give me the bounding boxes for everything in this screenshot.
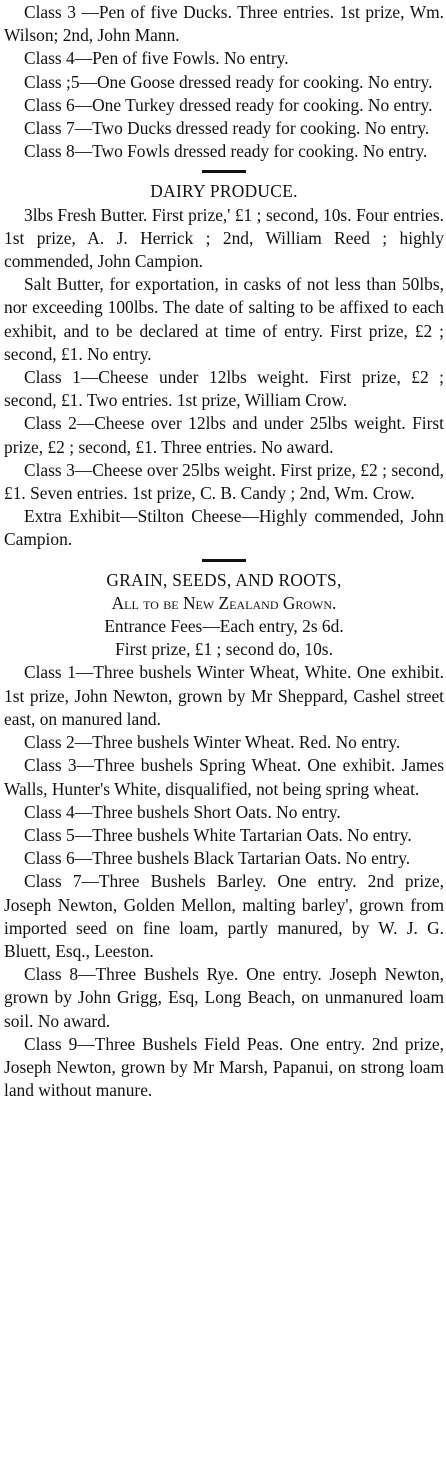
section-divider xyxy=(202,559,246,562)
poultry-section xyxy=(4,1,444,163)
grain-entry-class-4: Class 4—Three bushels Short Oats. No entry. xyxy=(24,801,341,822)
grain-subheading: All to be New Zealand Grown. xyxy=(111,592,337,613)
dairy-entry-class-1: Class 1—Cheese under 12lbs weight. First prize, £2 ; second, £1. Two entries. 1st prize, William Crow. xyxy=(4,367,444,411)
grain-entry-class-7: Class 7—Three Bushels Barley. One entry. 2nd prize, Joseph Newton, Golden Mellon, malting barley', grown from imported seed on fine loam, partly manured, by W. J. G. Bluett, Esq., Leeston. xyxy=(4,871,444,961)
dairy-entry-salt-butter: Salt Butter, for exportation, in casks of not less than 50lbs, nor exceeding 100lbs. The date of salting to be affixed to each exhibit, and to be declared at time of entry. First prize, £2 ; second, £1. No entry. xyxy=(4,274,444,364)
poultry-entry-class-3: Class 3 —Pen of five Ducks. Three entries. 1st prize, Wm. Wilson; 2nd, John Mann. xyxy=(4,2,444,46)
poultry-entry-class-6: Class 6—One Turkey dressed ready for cooking. No entry. xyxy=(24,94,433,115)
grain-entry-class-3: Class 3—Three bushels Spring Wheat. One exhibit. James Walls, Hunter's White, disqualified, not being spring wheat. xyxy=(4,755,444,799)
grain-entry-class-5: Class 5—Three bushels White Tartarian Oats. No entry. xyxy=(24,824,412,845)
poultry-entry-class-8: Class 8—Two Fowls dressed ready for cooking. No entry. xyxy=(24,141,428,162)
poultry-entry-class-7: Class 7—Two Ducks dressed ready for cooking. No entry. xyxy=(24,118,430,139)
grain-section xyxy=(4,569,444,1103)
dairy-entry-class-2: Class 2—Cheese over 12lbs and under 25lbs weight. First prize, £2 ; second, £1. Three entries. No award. xyxy=(4,413,444,457)
grain-entry-class-1: Class 1—Three bushels Winter Wheat, White. One exhibit. 1st prize, John Newton, grown by Mr Sheppard, Cashel street east, on manured land. xyxy=(4,662,444,729)
dairy-entry-extra-exhibit: Extra Exhibit—Stilton Cheese—Highly commended, John Campion. xyxy=(4,506,444,550)
grain-entry-class-2: Class 2—Three bushels Winter Wheat. Red. No entry. xyxy=(24,732,401,753)
grain-entrance-fees: Entrance Fees—Each entry, 2s 6d. xyxy=(104,616,344,637)
grain-entry-class-8: Class 8—Three Bushels Rye. One entry. Joseph Newton, grown by John Grigg, Esq, Long Beach, on unmanured loam soil. No award. xyxy=(4,964,444,1031)
section-divider xyxy=(202,170,246,173)
dairy-entry-fresh-butter: 3lbs Fresh Butter. First prize,' £1 ; second, 10s. Four entries. 1st prize, A. J. Herrick ; 2nd, William Reed ; highly commended, John Campion. xyxy=(4,204,444,272)
grain-heading: GRAIN, SEEDS, AND ROOTS, xyxy=(106,569,342,590)
dairy-section xyxy=(4,180,444,551)
poultry-entry-class-5: Class ;5—One Goose dressed ready for cooking. No entry. xyxy=(24,71,433,92)
poultry-entry-class-4: Class 4—Pen of five Fowls. No entry. xyxy=(24,48,289,69)
dairy-entry-class-3: Class 3—Cheese over 25lbs weight. First prize, £2 ; second, £1. Seven entries. 1st prize, C. B. Candy ; 2nd, Wm. Crow. xyxy=(4,459,444,504)
grain-prizes: First prize, £1 ; second do, 10s. xyxy=(115,639,333,660)
dairy-heading: DAIRY PRODUCE. xyxy=(150,181,298,202)
grain-entry-class-6: Class 6—Three bushels Black Tartarian Oats. No entry. xyxy=(24,848,411,869)
grain-entry-class-9: Class 9—Three Bushels Field Peas. One entry. 2nd prize, Joseph Newton, grown by Mr Marsh, Papanui, on strong loam land without manure. xyxy=(4,1033,444,1101)
